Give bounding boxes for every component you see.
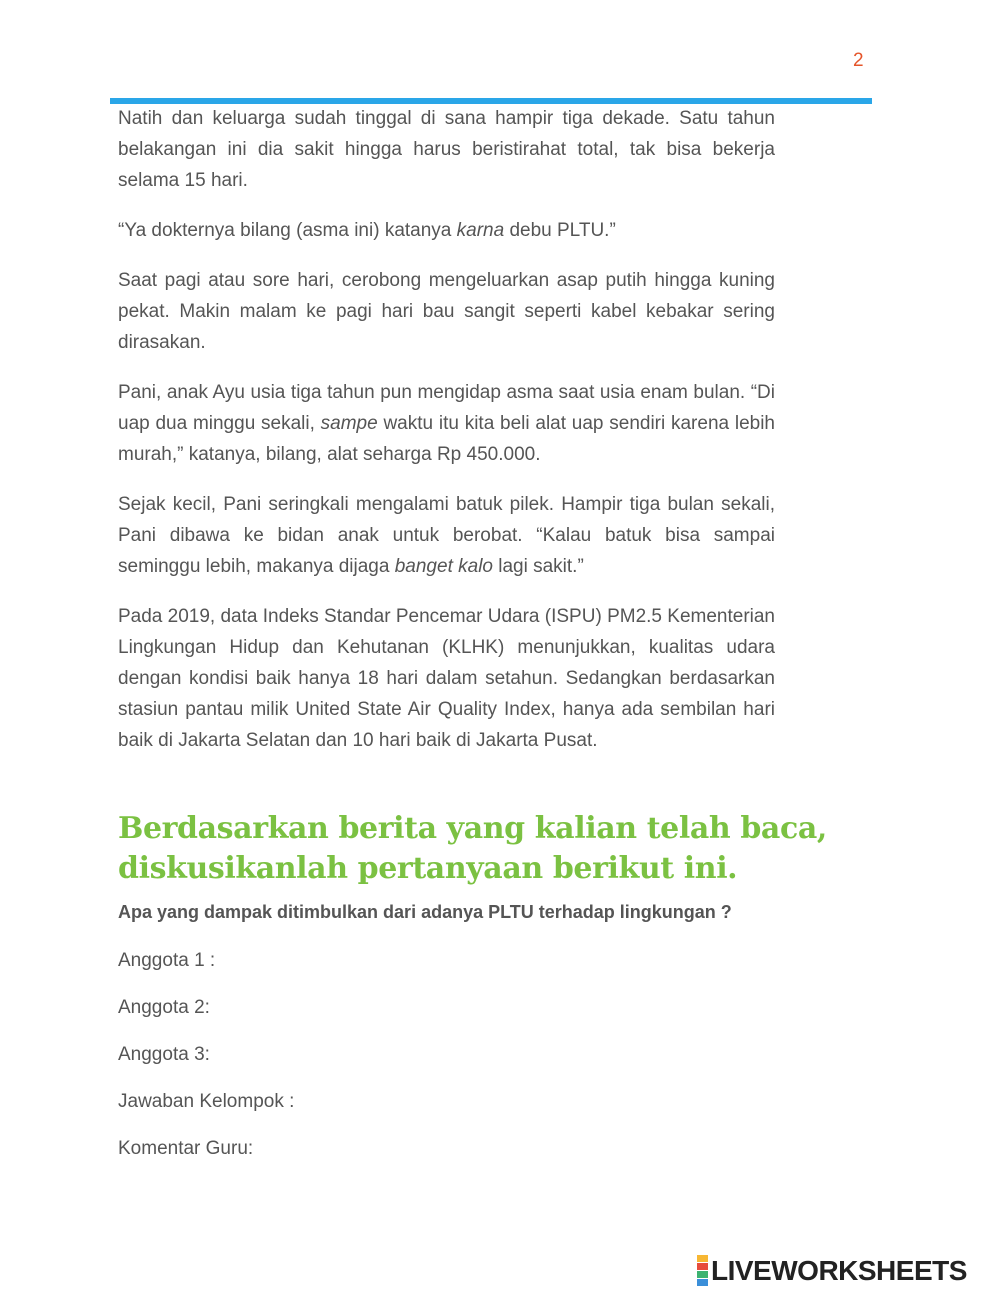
italic-text: karna (456, 220, 505, 241)
logo-block (697, 1255, 708, 1262)
paragraph-text: Sejak kecil, Pani seringkali mengalami batuk pilek. Hampir tiga bulan sekali, Pani dibawa ke bidan anak untuk berobat. “Kalau batuk bisa sampai seminggu lebih, makanya dijaga (118, 494, 775, 577)
paragraph-text: lagi sakit.” (492, 556, 584, 577)
paragraph-text: Pada 2019, data Indeks Standar Pencemar Udara (ISPU) PM2.5 Kementerian Lingkungan Hidup dan Kehutanan (KLHK) menunjukkan, kualitas udara dengan kondisi baik hanya 18 hari dalam setahun. Sedangkan berdasarkan stasiun pantau milik United State Air Quality Index, hanya ada sembilan hari baik di Jakarta Selatan dan 10 hari baik di Jakarta Pusat. (118, 606, 775, 751)
field-anggota-2: Anggota 2: (118, 997, 210, 1018)
article-paragraph (118, 489, 775, 582)
paragraph-text: waktu itu kita beli alat uap sendiri karena lebih murah,” katanya, bilang, alat seharga Rp 450.000. (118, 413, 775, 465)
field-anggota-3: Anggota 3: (118, 1044, 210, 1065)
article-paragraph (118, 103, 775, 196)
field-anggota-1: Anggota 1 : (118, 950, 216, 971)
paragraph-text: Saat pagi atau sore hari, cerobong mengeluarkan asap putih hingga kuning pekat. Makin malam ke pagi hari bau sangit seperti kabel kebakar sering dirasakan. (118, 270, 775, 353)
paragraph-text: debu PLTU.” (504, 220, 616, 241)
article-paragraph (118, 265, 775, 358)
discussion-question: Apa yang dampak ditimbulkan dari adanya PLTU terhadap lingkungan ? (118, 902, 732, 922)
paragraph-text: “Ya dokternya bilang (asma ini) katanya (118, 220, 457, 241)
field-jawaban-kelompok: Jawaban Kelompok : (118, 1091, 295, 1112)
logo-block (697, 1279, 708, 1286)
paragraph-text: Natih dan keluarga sudah tinggal di sana hampir tiga dekade. Satu tahun belakangan ini dia sakit hingga harus beristirahat total, tak bisa bekerja selama 15 hari. (118, 108, 775, 191)
heading-line-1: Berdasarkan berita yang kalian telah baca, (118, 811, 827, 846)
heading-line-2: diskusikanlah pertanyaan berikut ini. (118, 851, 738, 886)
article-paragraph (118, 377, 775, 470)
brand-text: LIVEWORKSHEETS (711, 1255, 967, 1286)
answer-fields (118, 947, 294, 1182)
article-paragraph (118, 215, 775, 246)
article-body (118, 103, 775, 775)
italic-text: banget kalo (394, 556, 493, 577)
logo-blocks-icon (697, 1255, 708, 1287)
logo-block (697, 1271, 708, 1278)
page-number: 2 (853, 50, 864, 71)
paragraph-text: Pani, anak Ayu usia tiga tahun pun mengidap asma saat usia enam bulan. “Di uap dua minggu sekali, (118, 382, 775, 434)
article-paragraph (118, 601, 775, 756)
logo-block (697, 1263, 708, 1270)
italic-text: sampe (320, 413, 378, 434)
section-heading (118, 809, 878, 889)
liveworksheets-logo[interactable] (697, 1256, 967, 1286)
field-komentar-guru: Komentar Guru: (118, 1138, 254, 1159)
